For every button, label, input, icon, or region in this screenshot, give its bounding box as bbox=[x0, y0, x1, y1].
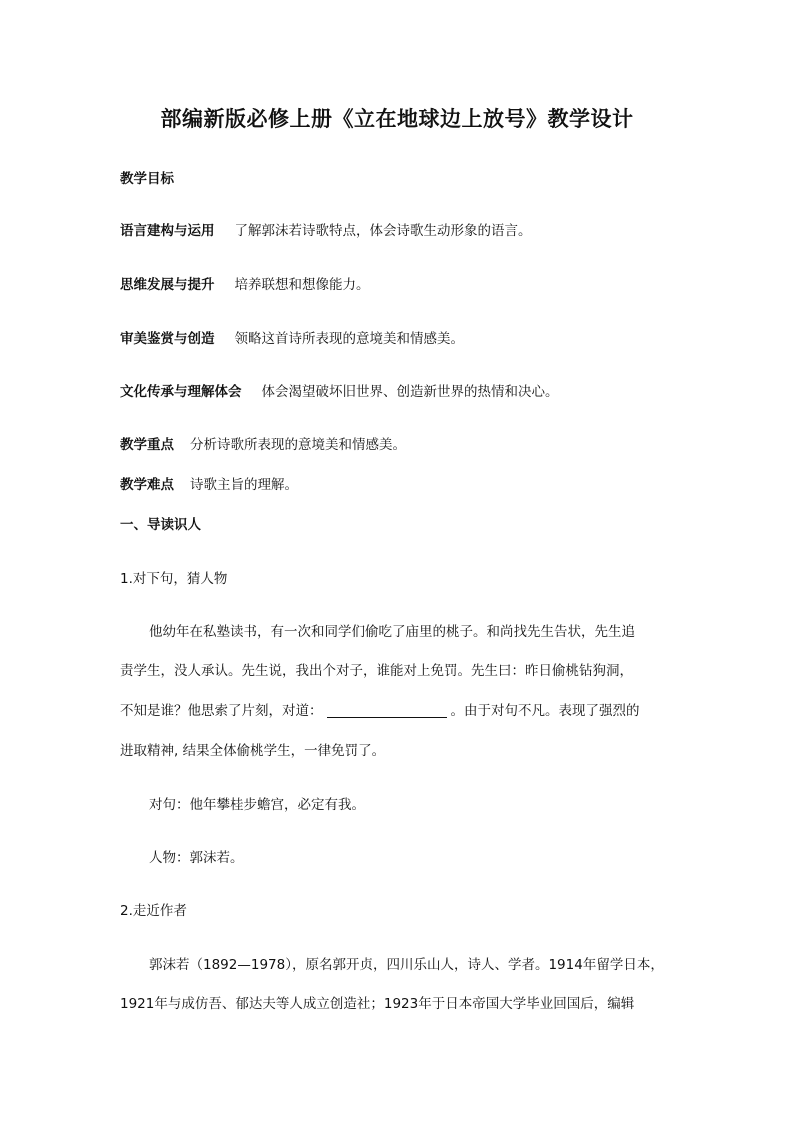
key-point-label: 教学重点 bbox=[120, 437, 174, 453]
section-heading: 一、导读识人 bbox=[120, 517, 201, 533]
objectives-heading: 教学目标 bbox=[120, 171, 174, 187]
objective-label: 审美鉴赏与创造 bbox=[120, 331, 215, 347]
fill-blank bbox=[327, 703, 447, 718]
paragraph-line bbox=[120, 701, 640, 721]
objective-text: 领略这首诗所表现的意境美和情感美。 bbox=[234, 331, 464, 347]
person-line: 人物：郭沫若。 bbox=[149, 850, 244, 866]
page-title: 部编新版必修上册《立在地球边上放号》教学设计 bbox=[160, 106, 634, 131]
difficult-point-label: 教学难点 bbox=[120, 477, 174, 493]
objective-text: 了解郭沫若诗歌特点，体会诗歌生动形象的语言。 bbox=[234, 223, 532, 239]
paragraph-line: 责学生，没人承认。先生说，我出个对子，谁能对上免罚。先生曰：昨日偷桃钻狗洞， bbox=[120, 663, 633, 679]
paragraph-line: 他幼年在私塾读书，有一次和同学们偷吃了庙里的桃子。和尚找先生告状，先生追 bbox=[149, 624, 635, 640]
paragraph-line: 郭沫若（1892—1978），原名郭开贞，四川乐山人，诗人、学者。1914年留学日本， bbox=[149, 957, 664, 973]
paragraph-line: 1921年与成仿吾、郁达夫等人成立创造社；1923年于日本帝国大学毕业回国后，编辑 bbox=[120, 996, 635, 1012]
paragraph-line: 进取精神, 结果全体偷桃学生，一律免罚了。 bbox=[120, 743, 386, 759]
objective-item bbox=[120, 275, 370, 295]
objective-text: 培养联想和想像能力。 bbox=[234, 277, 370, 293]
paragraph-text: 不知是谁？他思索了片刻，对道： bbox=[120, 703, 323, 719]
objective-text: 体会渴望破坏旧世界、创造新世界的热情和决心。 bbox=[261, 384, 559, 400]
objective-item bbox=[120, 329, 464, 349]
key-point bbox=[120, 435, 406, 455]
key-point-text: 分析诗歌所表现的意境美和情感美。 bbox=[190, 437, 406, 453]
objective-item bbox=[120, 221, 532, 241]
subsection-heading: 1.对下句，猜人物 bbox=[120, 571, 228, 587]
objective-label: 思维发展与提升 bbox=[120, 277, 215, 293]
objective-label: 文化传承与理解体会 bbox=[120, 384, 242, 400]
paragraph-text: 。由于对句不凡。表现了强烈的 bbox=[450, 703, 640, 719]
difficult-point bbox=[120, 475, 298, 495]
objective-item bbox=[120, 382, 559, 402]
objective-label: 语言建构与运用 bbox=[120, 223, 215, 239]
answer-line: 对句：他年攀桂步蟾宫，必定有我。 bbox=[149, 797, 365, 813]
subsection-heading: 2.走近作者 bbox=[120, 903, 187, 919]
difficult-point-text: 诗歌主旨的理解。 bbox=[190, 477, 298, 493]
